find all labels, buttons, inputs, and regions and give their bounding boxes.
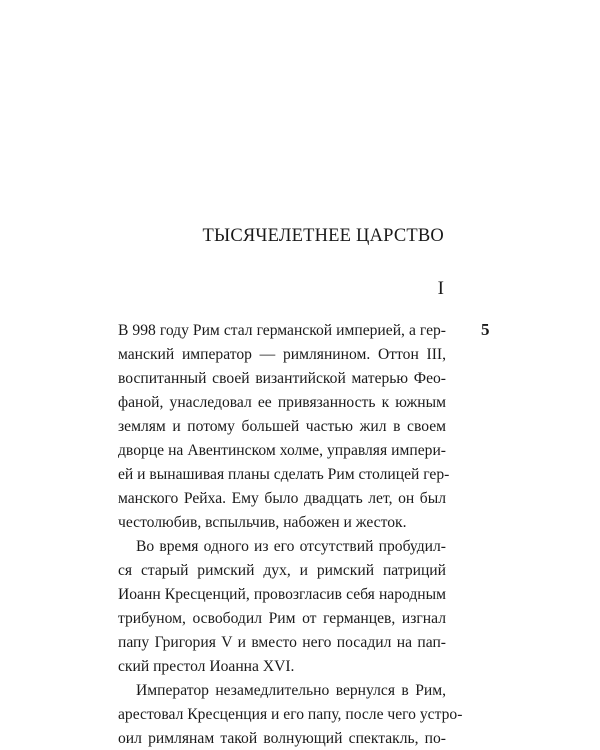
text-line: оил римлянам такой волнующий спектакль, по- <box>118 730 446 747</box>
text-line: землям и потому большей частью жил в своем <box>118 418 446 435</box>
text-line: В 998 году Рим стал германской империей, а гер- <box>118 322 446 339</box>
text-line: арестовал Кресценция и его папу, после чего устро- <box>118 706 463 723</box>
text-line: фаной, унаследовал ее привязанность к южным <box>118 394 446 411</box>
text-line: папу Григория V и вместо него посадил на пап- <box>118 634 446 651</box>
text-line: ей и вынашивая планы сделать Рим столицей гер- <box>118 466 450 483</box>
chapter-title: ТЫСЯЧЕЛЕТНЕЕ ЦАРСТВО <box>202 226 444 246</box>
text-line: Император незамедлительно вернулся в Рим, <box>136 682 446 699</box>
section-numeral: I <box>437 278 444 299</box>
text-line: Во время одного из его отсутствий пробудил- <box>136 538 446 555</box>
text-line: дворце на Авентинском холме, управляя импери- <box>118 442 446 459</box>
text-line: трибуном, освободил Рим от германцев, изгнал <box>118 610 446 627</box>
page-number: 5 <box>481 320 490 339</box>
text-line: честолюбив, вспыльчив, набожен и жесток. <box>118 514 407 531</box>
text-line: ский престол Иоанна XVI. <box>118 658 295 675</box>
text-line: воспитанный своей византийской матерью Фео- <box>118 370 446 387</box>
text-line: манский император — римлянином. Оттон III, <box>118 346 446 363</box>
text-line: ся старый римский дух, и римский патриций <box>118 562 446 579</box>
text-line: Иоанн Кресценций, провозгласив себя народным <box>118 586 446 603</box>
text-line: манского Рейха. Ему было двадцать лет, он был <box>118 490 446 507</box>
